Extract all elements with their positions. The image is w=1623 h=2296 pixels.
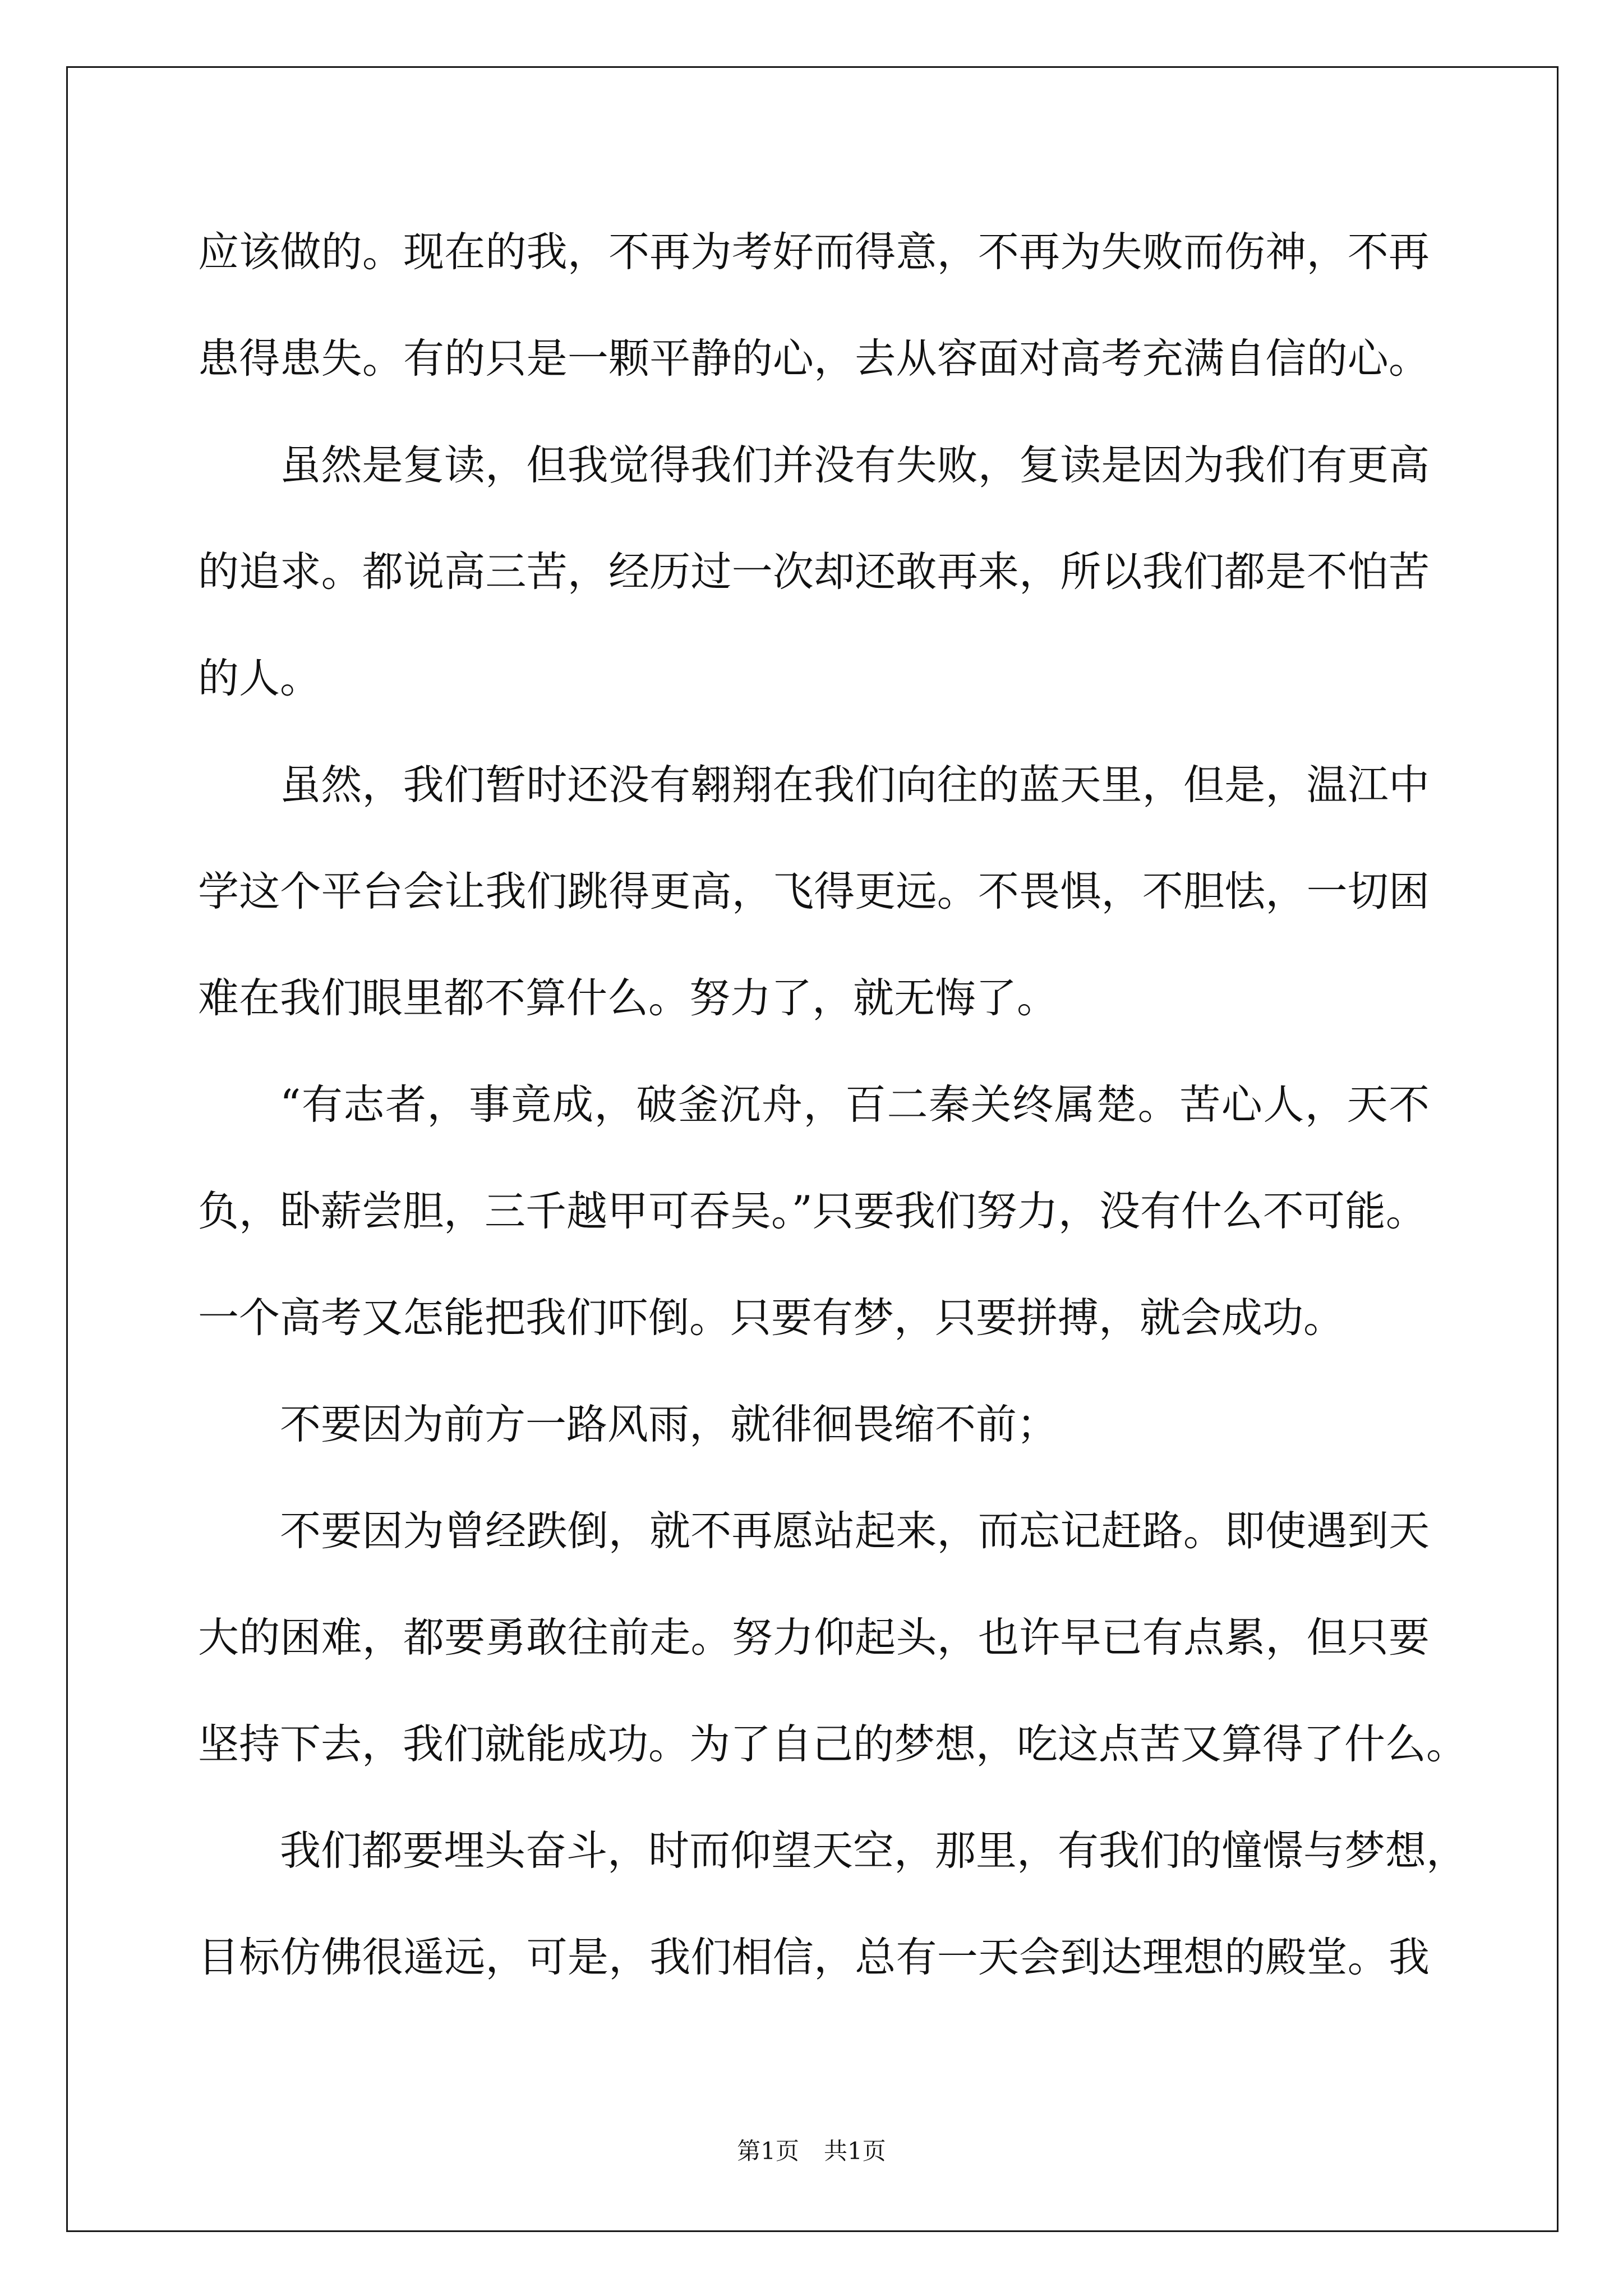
paragraph — [198, 732, 1430, 1052]
text-line: 坚持下去，我们就能成功。为了自己的梦想，吃这点苦又算得了什么。 — [198, 1720, 1467, 1768]
text-line: 目标仿佛很遥远，可是，我们相信，总有一天会到达理想的殿堂。我 — [198, 1934, 1430, 1981]
page-total: 共1页 — [824, 2137, 886, 2165]
page-footer — [0, 2137, 1623, 2166]
text-line: 应该做的。现在的我，不再为考好而得意，不再为失败而伤神，不再 — [198, 228, 1430, 276]
text-line: 难在我们眼里都不算什么。努力了，就无悔了。 — [198, 974, 1058, 1022]
text-line: 负，卧薪尝胆，三千越甲可吞吴。”只要我们努力，没有什么不可能。 — [198, 1188, 1427, 1235]
text-line: 患得患失。有的只是一颗平静的心，去从容面对高考充满自信的心。 — [198, 335, 1430, 383]
text-line: 大的困难，都要勇敢往前走。努力仰起头，也许早已有点累，但只要 — [198, 1614, 1430, 1662]
text-line: 不要因为前方一路风雨，就徘徊畏缩不前； — [280, 1401, 1058, 1448]
text-line: 我们都要埋头奋斗，时而仰望天空，那里，有我们的憧憬与梦想， — [280, 1827, 1467, 1875]
paragraph — [198, 1052, 1430, 1372]
text-line: 虽然，我们暂时还没有翱翔在我们向往的蓝天里，但是，温江中 — [280, 761, 1430, 809]
body-text — [198, 199, 1467, 2011]
paragraph — [198, 199, 1430, 412]
text-line: 学这个平台会让我们跳得更高，飞得更远。不畏惧，不胆怯，一切困 — [198, 868, 1430, 915]
paragraph — [198, 412, 1430, 732]
text-line: 不要因为曾经跌倒，就不再愿站起来，而忘记赶路。即使遇到天 — [280, 1507, 1430, 1555]
text-line: 的人。 — [198, 655, 321, 702]
page-number: 第1页 — [737, 2137, 799, 2165]
text-line: 虽然是复读，但我觉得我们并没有失败，复读是因为我们有更高 — [280, 441, 1430, 489]
paragraph — [198, 1798, 1467, 2011]
text-line: 的追求。都说高三苦，经历过一次却还敢再来，所以我们都是不怕苦 — [198, 548, 1430, 596]
paragraph — [198, 1478, 1467, 1798]
text-line: “有志者，事竟成，破釜沉舟，百二秦关终属楚。苦心人，天不 — [280, 1081, 1430, 1129]
paragraph — [198, 1372, 1430, 1478]
text-line: 一个高考又怎能把我们吓倒。只要有梦，只要拼搏，就会成功。 — [198, 1294, 1344, 1342]
